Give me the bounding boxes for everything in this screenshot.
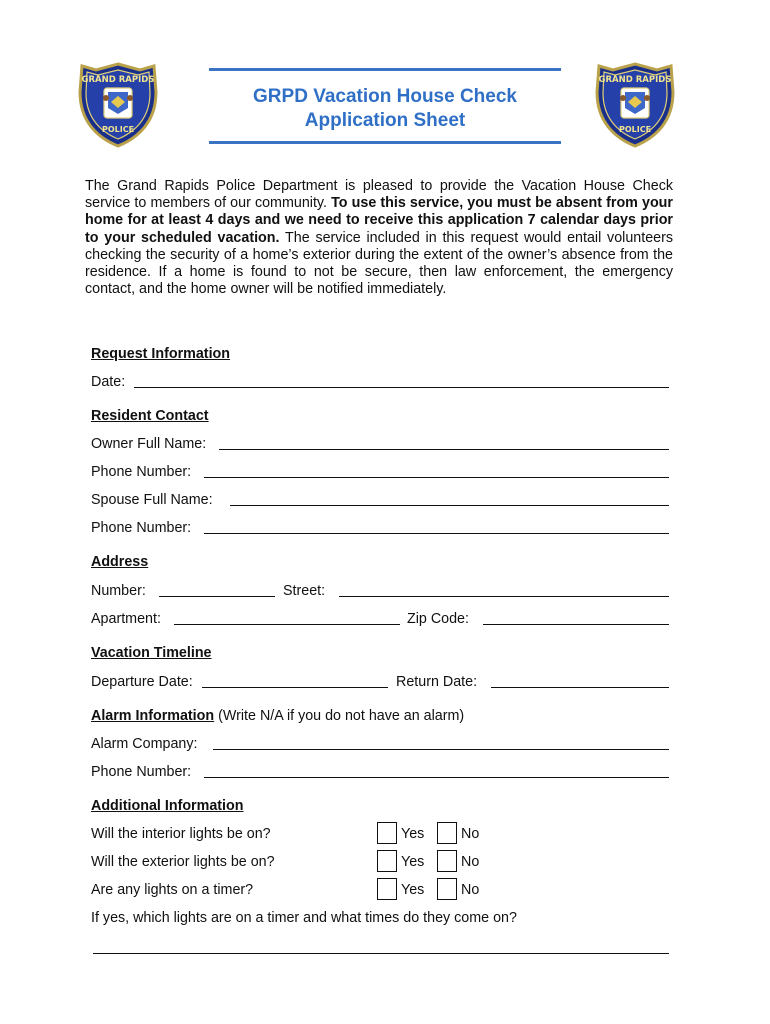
exterior-lights-yes-checkbox[interactable]	[377, 850, 397, 872]
section-request-heading: Request Information	[91, 346, 231, 362]
alarm-phone-label: Phone Number:	[91, 764, 192, 780]
section-resident-heading: Resident Contact	[91, 408, 209, 424]
interior-lights-question: Will the interior lights be on?	[91, 826, 271, 842]
police-badge-left	[78, 62, 158, 148]
section-additional-heading: Additional Information	[91, 798, 244, 814]
interior-lights-yes-label: Yes	[401, 826, 425, 842]
date-field[interactable]	[134, 387, 669, 388]
timer-no-checkbox[interactable]	[437, 878, 457, 900]
street-field[interactable]	[339, 596, 669, 597]
return-label: Return Date:	[396, 674, 478, 690]
owner-name-field[interactable]	[219, 449, 669, 450]
exterior-lights-no-label: No	[461, 854, 480, 870]
svg-text:POLICE: POLICE	[101, 125, 135, 134]
interior-lights-no-checkbox[interactable]	[437, 822, 457, 844]
departure-label: Departure Date:	[91, 674, 193, 690]
intro-paragraph	[85, 178, 673, 298]
section-alarm-row	[91, 707, 464, 725]
title-block	[209, 68, 561, 144]
section-alarm-heading: Alarm Information	[91, 708, 215, 724]
return-field[interactable]	[491, 687, 669, 688]
owner-name-label: Owner Full Name:	[91, 436, 207, 452]
exterior-lights-yes-label: Yes	[401, 854, 425, 870]
timer-yes-checkbox[interactable]	[377, 878, 397, 900]
owner-phone-label: Phone Number:	[91, 464, 192, 480]
svg-text:POLICE: POLICE	[618, 125, 652, 134]
timer-yes-label: Yes	[401, 882, 425, 898]
exterior-lights-question: Will the exterior lights be on?	[91, 854, 275, 870]
svg-text:GRAND RAPIDS: GRAND RAPIDS	[81, 75, 155, 85]
spouse-name-label: Spouse Full Name:	[91, 492, 213, 508]
timer-details-question: If yes, which lights are on a timer and what times do they come on?	[91, 910, 517, 926]
zip-field[interactable]	[483, 624, 669, 625]
intro-bold-requirement: To use this service, you must be absent from your home for at least 4 days and we need to receive this application 7 calendar days prior to your scheduled vacation.	[85, 195, 673, 246]
apartment-label: Apartment:	[91, 611, 161, 627]
intro-text-2: The service included in this request would entail volunteers checking the security of a home’s exterior during the extent of the owner’s absence from the residence. If a home is found to not be secure, then law enforcement, the emergency contact, and the home owner will be notified immediately.	[85, 229, 674, 298]
svg-text:GRAND RAPIDS: GRAND RAPIDS	[598, 75, 672, 85]
timer-no-label: No	[461, 882, 480, 898]
spouse-name-field[interactable]	[230, 505, 669, 506]
number-field[interactable]	[159, 596, 275, 597]
alarm-company-label: Alarm Company:	[91, 736, 198, 752]
police-badge-icon	[78, 62, 158, 148]
page-subtitle: Application Sheet	[304, 110, 466, 131]
page-title: GRPD Vacation House Check	[253, 86, 517, 107]
timer-details-field[interactable]	[93, 953, 669, 954]
owner-phone-field[interactable]	[204, 477, 669, 478]
exterior-lights-no-checkbox[interactable]	[437, 850, 457, 872]
apartment-field[interactable]	[174, 624, 400, 625]
police-badge-icon	[595, 62, 675, 148]
spouse-phone-label: Phone Number:	[91, 520, 192, 536]
intro-text-1: The Grand Rapids Police Department is pleased to provide the Vacation House Check service to members of our community.	[85, 178, 673, 212]
alarm-company-field[interactable]	[213, 749, 669, 750]
interior-lights-yes-checkbox[interactable]	[377, 822, 397, 844]
section-address-heading: Address	[91, 554, 149, 570]
street-label: Street:	[283, 583, 326, 599]
number-label: Number:	[91, 583, 146, 599]
police-badge-right	[595, 62, 675, 148]
zip-label: Zip Code:	[407, 611, 469, 627]
alarm-note: (Write N/A if you do not have an alarm)	[218, 708, 465, 724]
date-label: Date:	[91, 374, 126, 390]
timer-question: Are any lights on a timer?	[91, 882, 254, 898]
departure-field[interactable]	[202, 687, 388, 688]
section-vacation-heading: Vacation Timeline	[91, 645, 212, 661]
interior-lights-no-label: No	[461, 826, 480, 842]
spouse-phone-field[interactable]	[204, 533, 669, 534]
alarm-phone-field[interactable]	[204, 777, 669, 778]
